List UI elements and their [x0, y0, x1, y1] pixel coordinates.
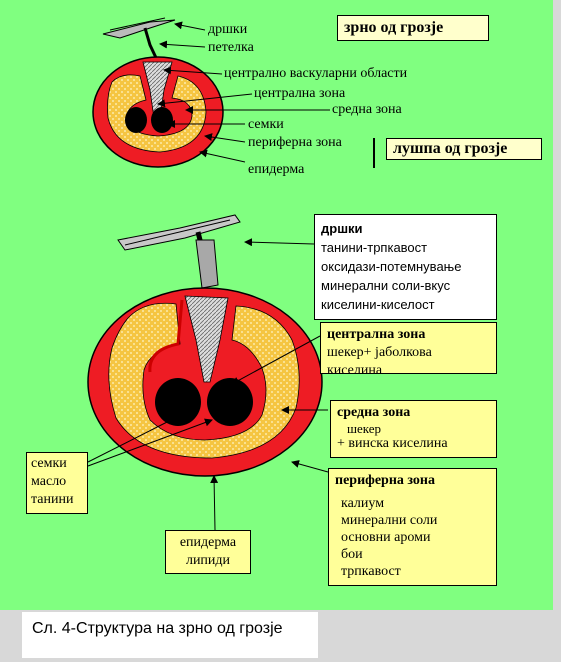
box-epidermis-row-2: липиди: [185, 553, 231, 568]
box-middle-plus: +: [337, 436, 345, 451]
skin-title-text: лушпа од грозје: [393, 140, 508, 157]
label-seeds: семки: [248, 117, 284, 132]
box-seeds-row-3: танини: [31, 492, 74, 507]
box-peripheral-row-3: основни ароми: [341, 530, 431, 545]
box-peripheral-row-4: бои: [341, 547, 363, 562]
box-epidermis: [165, 530, 251, 574]
box-stems-row-1: танини-трпкавост: [321, 240, 428, 255]
box-peripheral-row-1: калиум: [341, 496, 385, 511]
box-middle-zone: [330, 400, 497, 458]
box-stems: [314, 214, 497, 320]
box-peripheral-zone: [328, 468, 497, 586]
label-epidermis: епидерма: [248, 162, 305, 177]
box-stems-title: дршки: [321, 221, 363, 236]
box-seeds: [26, 452, 88, 514]
label-central-zone: централна зона: [254, 86, 346, 101]
box-stems-row-4: киселини-киселост: [321, 297, 435, 312]
figure-caption-text: Сл. 4-Структура на зрно од грозје: [32, 620, 283, 637]
label-stems: дршки: [208, 22, 248, 37]
label-peripheral-zone: периферна зона: [248, 135, 342, 150]
box-peripheral-row-5: трпкавост: [341, 564, 401, 579]
box-peripheral-title: периферна зона: [335, 473, 435, 488]
box-peripheral-row-2: минерални соли: [341, 513, 438, 528]
diagram-title-text: зрно од грозје: [344, 19, 444, 36]
label-middle-zone: средна зона: [332, 102, 402, 117]
box-middle-row-1: шекер: [347, 421, 382, 436]
box-central-row-2: киселина: [327, 363, 383, 378]
label-central-vascular: централно васкуларни области: [224, 66, 408, 81]
box-seeds-row-1: семки: [31, 456, 67, 471]
label-petiole: петелка: [208, 40, 254, 55]
box-central-row-1: шекер+ јаболкова: [327, 345, 432, 360]
figure-caption: [22, 612, 318, 658]
box-stems-row-3: минерални соли-вкус: [321, 278, 451, 293]
box-middle-row-2: винска киселина: [348, 436, 448, 451]
diagram-title: [337, 15, 489, 41]
box-stems-row-2: оксидази-потемнување: [321, 259, 462, 274]
box-middle-title: средна зона: [337, 405, 411, 420]
box-seeds-row-2: масло: [31, 474, 67, 489]
box-central-title: централна зона: [327, 327, 426, 342]
skin-title: [386, 138, 542, 160]
box-central-zone: [320, 322, 497, 378]
box-epidermis-row-1: епидерма: [179, 535, 237, 550]
